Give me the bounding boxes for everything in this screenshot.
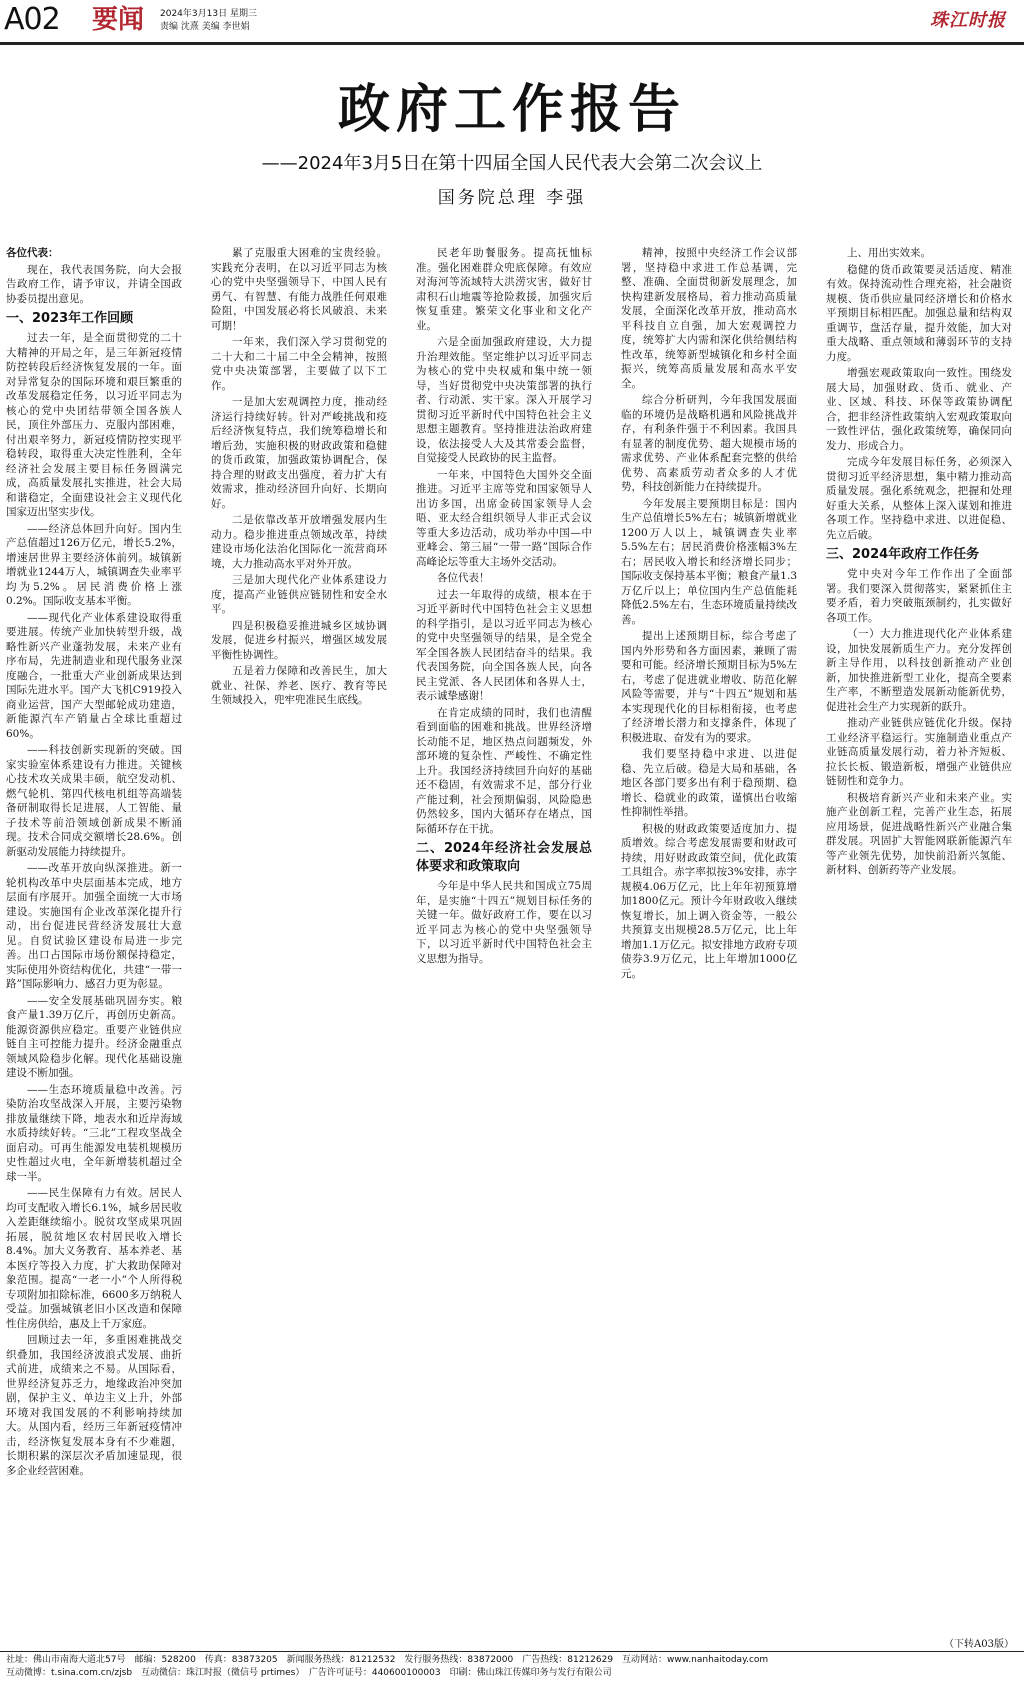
header-rule (0, 42, 1024, 45)
continue-note: （下转A03版） (944, 1639, 1014, 1650)
masthead-logo: 珠江时报 (930, 10, 1006, 31)
page-header (0, 0, 1024, 44)
paragraph: 过去一年，是全面贯彻党的二十大精神的开局之年，是三年新冠疫情防控转段后经济恢复发展的一年。面对异常复杂的国际环境和艰巨繁重的改革发展稳定任务，以习近平同志为核心的党中央团结带领全国各族人民，顶住外部压力、克服内部困难，付出艰辛努力，新冠疫情防控实现平稳转段，取得重大决定性胜利，全年经济社会发展主要目标任务圆满完成，高质量发展扎实推进，社会大局和谐稳定，全面建设社会主义现代化国家迈出坚实步伐。 (6, 332, 182, 518)
paragraph: 四是积极稳妥推进城乡区域协调发展，促进乡村振兴，增强区域发展平衡性协调性。 (211, 619, 387, 661)
paragraph: ——改革开放向纵深推进。新一轮机构改革中央层面基本完成，地方层面有序展开。加强全面统一大市场建设。实施国有企业改革深化提升行动，出台促进民营经济发展壮大意见。自贸试验区建设布局进一步完善。出口占国际市场份额保持稳定，实际使用外资结构优化，共建“一带一路”国际影响力、感召力更为彰显。 (6, 862, 182, 990)
paragraph: 我们要坚持稳中求进、以进促稳、先立后破。稳是大局和基础，各地区各部门要多出有利于稳预期、稳增长、稳就业的政策，谨慎出台收缩性抑制性举措。 (621, 748, 797, 818)
paragraph: 完成今年发展目标任务，必须深入贯彻习近平经济思想，集中精力推动高质量发展。强化系统观念，把握和处理好重大关系，从整体上深入谋划和推进各项工作。坚持稳中求进、以进促稳、先立后破。 (826, 456, 1012, 541)
footer-rule (0, 1651, 1024, 1652)
footer-line-1: 社址：佛山市南海大道北57号 邮编：528200 传真：83873205 新闻服务热线：81212532 发行服务热线：83872000 广告热线：81212629 互动网站：www.nanhaitoday.com (6, 1655, 769, 1665)
section-heading: 一、2023年工作回顾 (6, 311, 134, 326)
paragraph: 一年来，中国特色大国外交全面推进。习近平主席等党和国家领导人出访多国，出席金砖国家领导人会晤、亚太经合组织领导人非正式会议等重大多边活动，成功举办中国—中亚峰会、第三届“一带一路”国际合作高峰论坛等重大主场外交活动。 (416, 468, 592, 568)
paragraph: ——民生保障有力有效。居民人均可支配收入增长6.1%，城乡居民收入差距继续缩小。脱贫攻坚成果巩固拓展，脱贫地区农村居民收入增长8.4%。加大义务教育、基本养老、基本医疗等投入力度，扩大救助保障对象范围。提高“一老一小”个人所得税专项附加扣除标准，6600多万纳税人受益。加强城镇老旧小区改造和保障性住房供给，惠及上千万家庭。 (6, 1187, 182, 1330)
paragraph: 稳健的货币政策要灵活适度、精准有效。保持流动性合理充裕，社会融资规模、货币供应量同经济增长和价格水平预期目标相匹配。加强总量和结构双重调节，盘活存量，提升效能，加大对重大战略、重点领域和薄弱环节的支持力度。 (826, 263, 1012, 363)
text-column-5 (826, 246, 1012, 1626)
paragraph: 五是着力保障和改善民生，加大就业、社保、养老、医疗、教育等民生领域投入，兜牢兜准民生底线。 (211, 665, 387, 706)
paragraph: 推动产业链供应链优化升级。保持工业经济平稳运行。实施制造业重点产业链高质量发展行动，着力补齐短板、拉长长板、锻造新板，增强产业链供应链韧性和竞争力。 (826, 717, 1012, 787)
article-subtitle: ——2024年3月5日在第十四届全国人民代表大会第二次会议上 (261, 153, 763, 174)
issue-meta (160, 8, 257, 34)
paragraph: 提出上述预期目标，综合考虑了国内外形势和各方面因素，兼顾了需要和可能。经济增长预期目标为5%左右，考虑了促进就业增收、防范化解风险等需要，并与“十四五”规划和基本实现现代化的目标相衔接，也考虑了经济增长潜力和支撑条件，体现了积极进取、奋发有为的要求。 (621, 630, 797, 744)
paragraph: 党中央对今年工作作出了全面部署。我们要深入贯彻落实，紧紧抓住主要矛盾，着力突破瓶颈制约，扎实做好各项工作。 (826, 568, 1012, 624)
paragraph: 综合分析研判，今年我国发展面临的环境仍是战略机遇和风险挑战并存，有利条件强于不利因素。我国具有显著的制度优势、超大规模市场的需求优势、产业体系配套完整的供给优势、高素质劳动者众多的人才优势，科技创新能力在持续提升。 (621, 394, 797, 493)
paragraph: 一年来，我们深入学习贯彻党的二十大和二十届二中全会精神，按照党中央决策部署，主要做了以下工作。 (211, 336, 387, 392)
paragraph: 在肯定成绩的同时，我们也清醒看到面临的困难和挑战。世界经济增长动能不足，地区热点问题频发，外部环境的复杂性、严峻性、不确定性上升。我国经济持续回升向好的基础还不稳固，有效需求不足，部分行业产能过剩，社会预期偏弱，风险隐患仍然较多，国内大循环存在堵点，国际循环存在干扰。 (416, 706, 592, 835)
article-title: 政府工作报告 (337, 80, 686, 140)
paragraph: ——安全发展基础巩固夯实。粮食产量1.39万亿斤，再创历史新高。能源资源供应稳定。重要产业链供应链自主可控能力提升。经济金融重点领域风险稳步化解。现代化基础设施建设不断加强。 (6, 994, 182, 1079)
paragraph: 积极培育新兴产业和未来产业。实施产业创新工程，完善产业生态，拓展应用场景，促进战略性新兴产业融合集群发展。巩固扩大智能网联新能源汽车等产业领先优势，加快前沿新兴氢能、新材料、创新药等产业发展。 (826, 791, 1012, 876)
paragraph: 今年是中华人民共和国成立75周年，是实施“十四五”规划目标任务的关键一年。做好政府工作，要在以习近平同志为核心的党中央坚强领导下，以习近平新时代中国特色社会主义思想为指导。 (416, 880, 592, 965)
footer-line-2: 互动微博：t.sina.com.cn/zjsb 互动微信：珠江时报（微信号 prtimes） 广告许可证号：440600100003 印刷：佛山珠江传媒印务与发行有限公司 (6, 1668, 612, 1678)
paragraph: 过去一年取得的成绩，根本在于习近平新时代中国特色社会主义思想的科学指引，是以习近平同志为核心的党中央坚强领导的结果，是全党全军全国各族人民团结奋斗的结果。我代表国务院，向全国各族人民，向各民主党派、各人民团体和各界人士，表示诚挚感谢！ (416, 588, 592, 702)
paragraph: 三是加大现代化产业体系建设力度，提高产业链供应链韧性和安全水平。 (211, 574, 387, 615)
paragraph: 各位代表！ (437, 572, 490, 584)
paragraph: 一是加大宏观调控力度，推动经济运行持续好转。针对严峻挑战和疫后经济恢复特点，我们统筹稳增长和增后劲，实施积极的财政政策和稳健的货币政策，加强政策协调配合，保持合理的财政支出强度，着力扩大有效需求，推动经济回升向好、长期向好。 (211, 396, 387, 510)
paragraph: ——现代化产业体系建设取得重要进展。传统产业加快转型升级，战略性新兴产业蓬勃发展，未来产业有序布局，先进制造业和现代服务业深度融合，一批重大产业创新成果达到国际先进水平。国产大飞机C919投入商业运营，国产大型邮轮成功建造，新能源汽车产销量占全球比重超过60%。 (6, 611, 182, 740)
paragraph: ——生态环境质量稳中改善。污染防治攻坚战深入开展，主要污染物排放量继续下降，地表水和近岸海域水质持续好转。“三北”工程攻坚战全面启动。可再生能源发电装机规模历史性超过火电，全年新增装机超过全球一半。 (6, 1083, 182, 1183)
paragraph: 精神，按照中央经济工作会议部署，坚持稳中求进工作总基调，完整、准确、全面贯彻新发展理念，加快构建新发展格局，着力推动高质量发展，全面深化改革开放，推动高水平科技自立自强，加大宏观调控力度，统筹扩大内需和深化供给侧结构性改革，统筹新型城镇化和乡村全面振兴，统筹高质量发展和高水平安全。 (621, 247, 797, 390)
section-heading: 二、2024年经济社会发展总体要求和政策取向 (416, 841, 592, 874)
paragraph: 累了克服重大困难的宝贵经验。实践充分表明，在以习近平同志为核心的党中央坚强领导下，中国人民有勇气、有智慧、有能力战胜任何艰难险阻，中国发展必将长风破浪、未来可期！ (211, 247, 387, 332)
paragraph: 增强宏观政策取向一致性。围绕发展大局，加强财政、货币、就业、产业、区域、科技、环保等政策协调配合，把非经济性政策纳入宏观政策取向一致性评估，强化政策统筹，确保同向发力、形成合力。 (826, 367, 1012, 452)
article-author: 国务院总理 李强 (437, 188, 587, 208)
paragraph: 民老年助餐服务。提高抚恤标准。强化困难群众兜底保障。有效应对海河等流域特大洪涝灾害，做好甘肃积石山地震等抢险救援，加强灾后恢复重建。繁荣文化事业和文化产业。 (416, 247, 592, 332)
paragraph: （一）大力推进现代化产业体系建设，加快发展新质生产力。充分发挥创新主导作用，以科技创新推动产业创新，加快推进新型工业化，提高全要素生产率，不断塑造发展新动能新优势，促进社会生产力实现新的跃升。 (826, 628, 1012, 713)
paragraph: 上、用出实效来。 (847, 247, 931, 259)
text-column-1 (6, 246, 182, 1626)
page-number: A02 (4, 2, 60, 37)
paragraph: 二是依靠改革开放增强发展内生动力。稳步推进重点领域改革，持续建设市场化法治化国际化一流营商环境，大力推动高水平对外开放。 (211, 514, 387, 570)
greeting: 各位代表： (6, 247, 59, 259)
section-heading: 三、2024年政府工作任务 (826, 547, 980, 562)
paragraph: 积极的财政政策要适度加力、提质增效。综合考虑发展需要和财政可持续，用好财政政策空间，优化政策工具组合。赤字率拟按3%安排，赤字规模4.06万亿元，比上年年初预算增加1800亿元。预计今年财政收入继续恢复增长，加上调入资金等，一般公共预算支出规模28.5万亿元，比上年增加1.1万亿元。拟安排地方政府专项债券3.9万亿元，比上年增加1000亿元。 (621, 822, 797, 980)
text-column-3 (416, 246, 592, 1626)
paragraph: 六是全面加强政府建设，大力提升治理效能。坚定维护以习近平同志为核心的党中央权威和集中统一领导，当好贯彻党中央决策部署的执行者、行动派、实干家。深入开展学习贯彻习近平新时代中国特色社会主义思想主题教育。坚持推进法治政府建设，依法接受人大及其常委会监督，自觉接受人民政协的民主监督。 (416, 336, 592, 464)
text-column-2 (211, 246, 387, 1626)
paragraph: ——经济总体回升向好。国内生产总值超过126万亿元，增长5.2%，增速居世界主要经济体前列。城镇新增就业1244万人，城镇调查失业率平均为5.2%。居民消费价格上涨0.2%。国际收支基本平衡。 (6, 522, 182, 607)
paragraph: 今年发展主要预期目标是：国内生产总值增长5%左右；城镇新增就业1200万人以上，城镇调查失业率5.5%左右；居民消费价格涨幅3%左右；居民收入增长和经济增长同步；国际收支保持基本平衡；粮食产量1.3万亿斤以上；单位国内生产总值能耗降低2.5%左右，生态环境质量持续改善。 (621, 497, 797, 626)
text-column-4 (621, 246, 797, 1626)
paragraph: 回顾过去一年，多重困难挑战交织叠加，我国经济波浪式发展、曲折式前进，成绩来之不易。从国际看，世界经济复苏乏力，地缘政治冲突加剧，保护主义、单边主义上升，外部环境对我国发展的不利影响持续加大。从国内看，经历三年新冠疫情冲击，经济恢复发展本身有不少难题，长期积累的深层次矛盾加速显现，很多企业经营困难。 (6, 1334, 182, 1477)
paragraph: ——科技创新实现新的突破。国家实验室体系建设有力推进。关键核心技术攻关成果丰硕，航空发动机、燃气轮机、第四代核电机组等高端装备研制取得长足进展，人工智能、量子技术等前沿领域创新成果不断涌现。技术合同成交额增长28.6%。创新驱动发展能力持续提升。 (6, 744, 182, 858)
editors-line: 责编 沈熹 美编 李世娟 (160, 22, 250, 32)
paragraph: 现在，我代表国务院，向大会报告政府工作，请予审议，并请全国政协委员提出意见。 (6, 263, 182, 305)
issue-date: 2024年3月13日 星期三 (160, 9, 257, 19)
section-name: 要闻 (92, 5, 145, 35)
